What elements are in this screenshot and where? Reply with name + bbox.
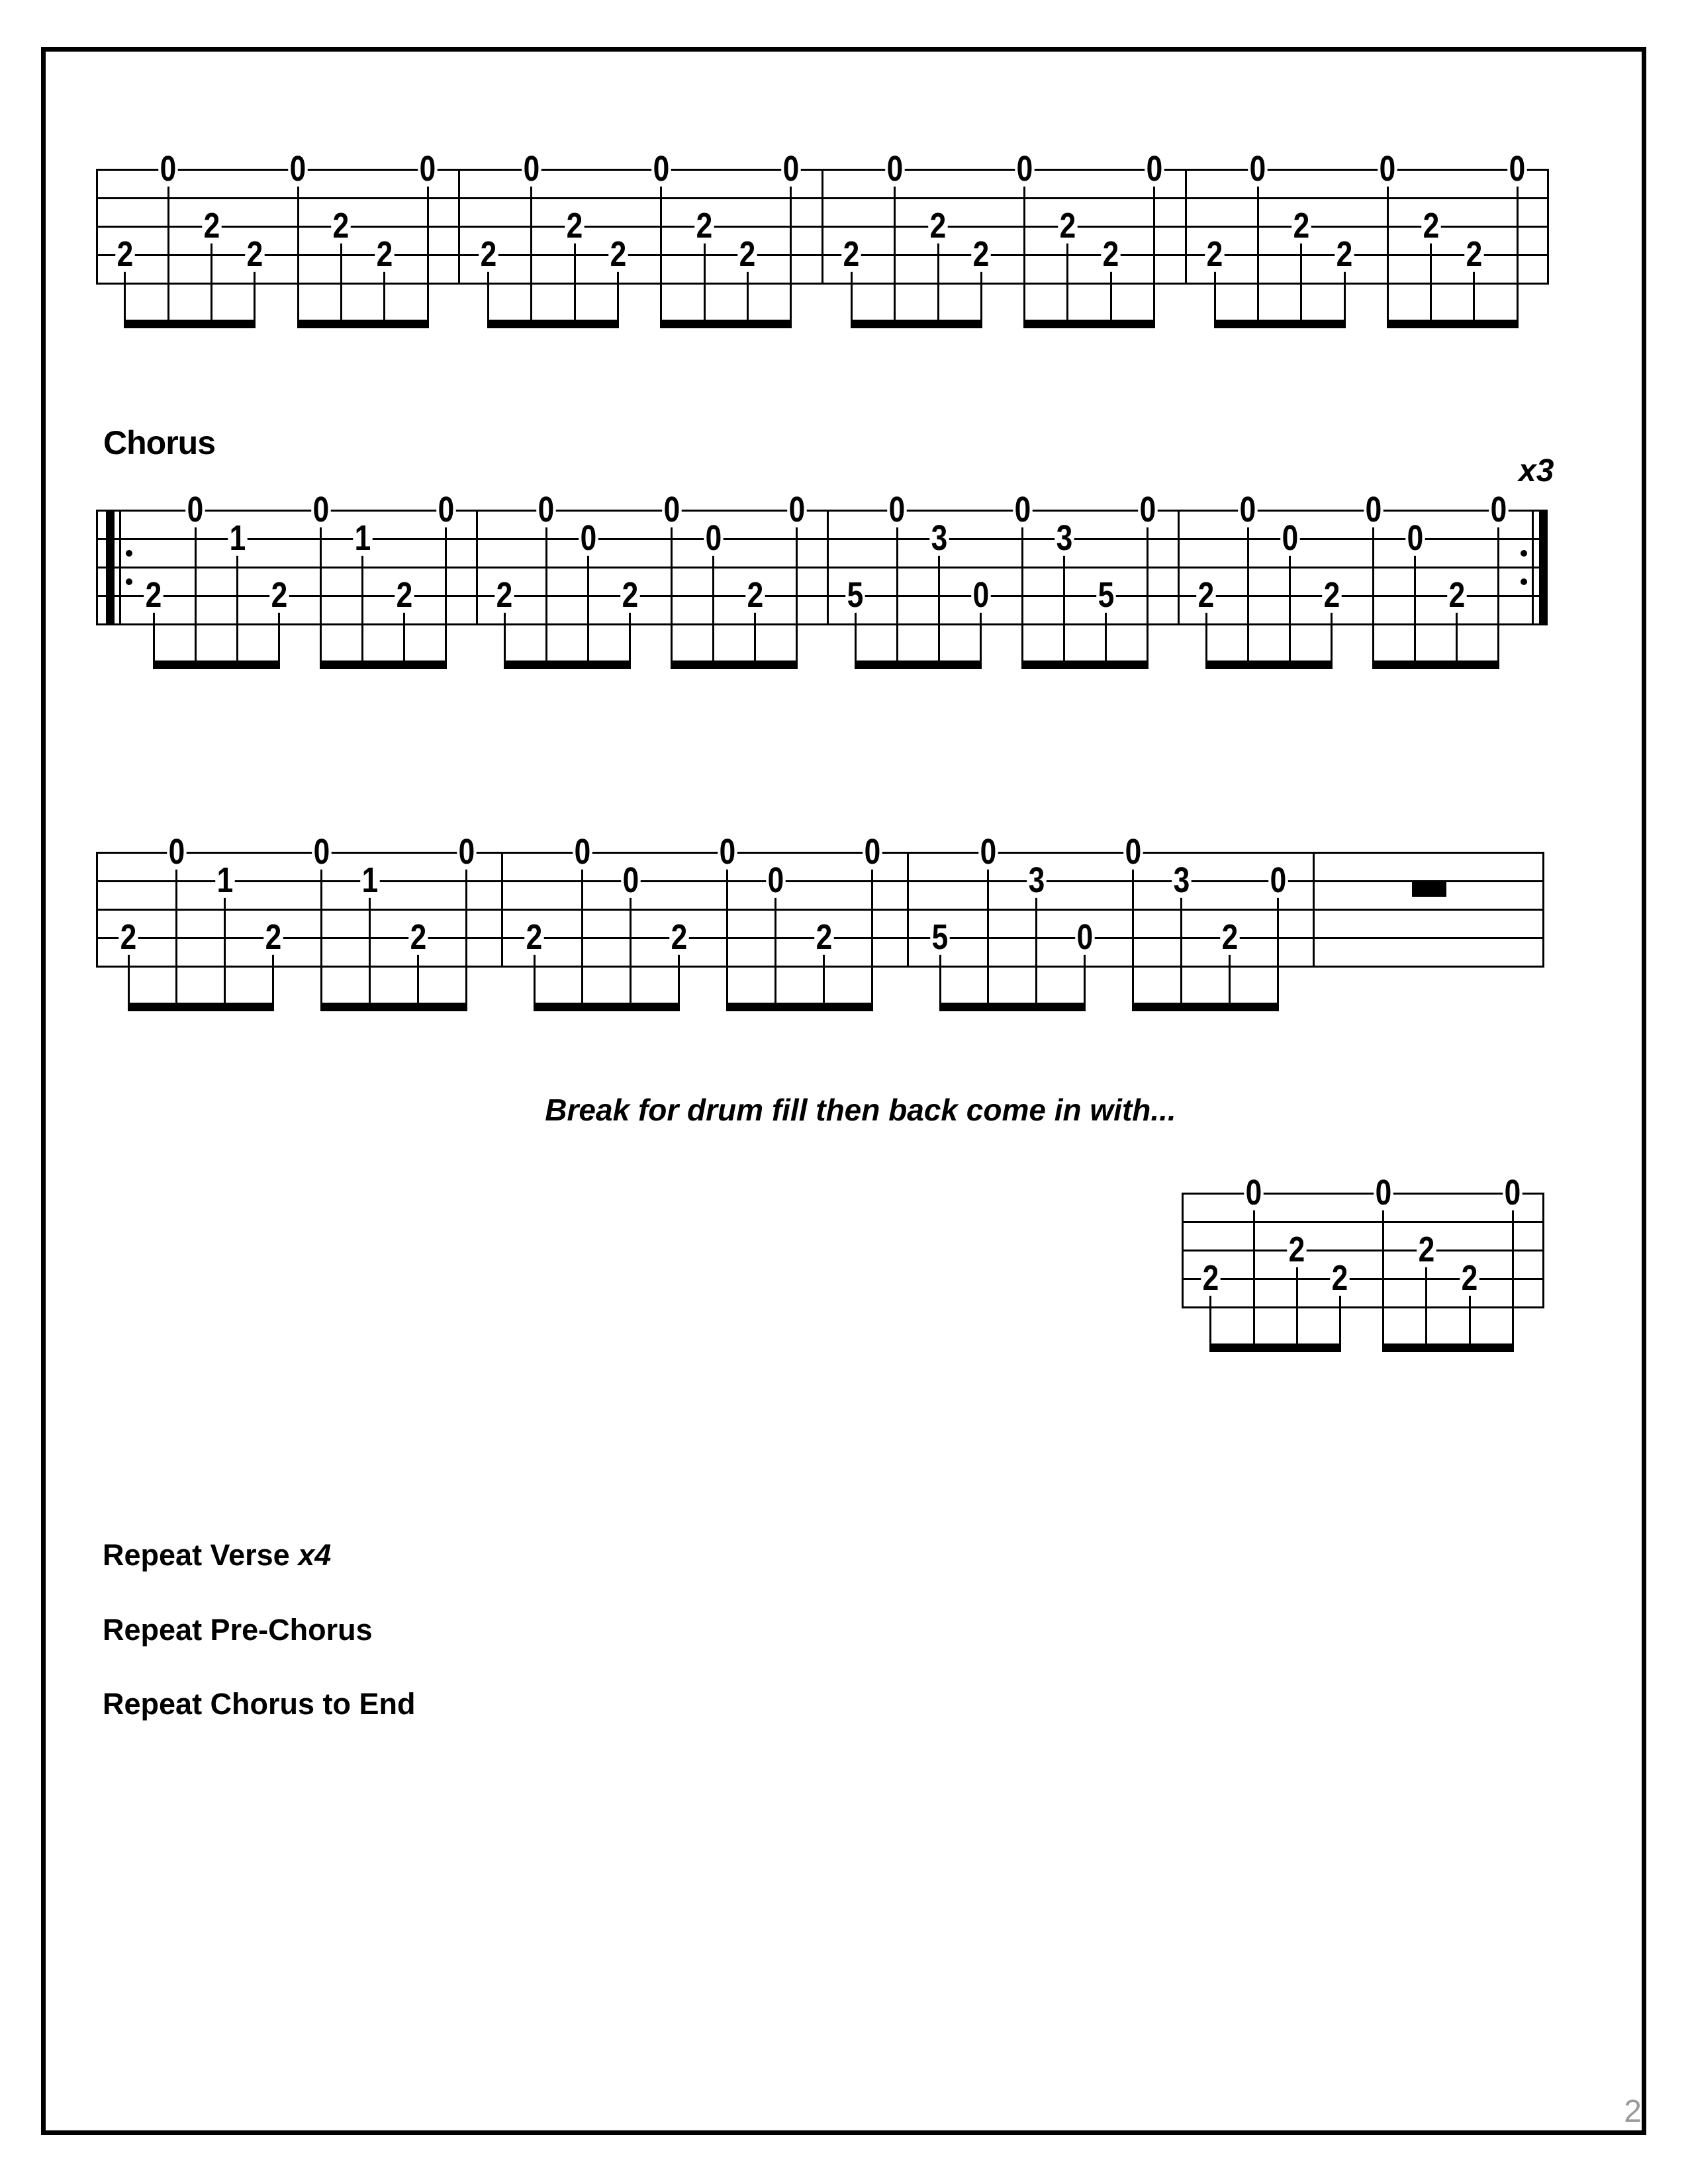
fret-number: 0 — [787, 491, 807, 527]
fret-number: 1 — [353, 520, 373, 555]
fret-number: 0 — [158, 150, 178, 186]
measure-barline — [907, 852, 909, 968]
fret-number: 0 — [312, 833, 332, 869]
fret-number: 0 — [436, 491, 456, 527]
note-stem — [320, 866, 322, 1012]
note-stem — [726, 866, 728, 1012]
fret-number: 0 — [1489, 491, 1509, 527]
page-border — [41, 47, 1646, 2135]
fret-number: 2 — [202, 207, 222, 243]
staff-line — [1182, 1250, 1544, 1251]
note-stem — [1035, 895, 1037, 1012]
break-instruction: Break for drum fill then back come in with... — [545, 1093, 1176, 1127]
fret-number: 2 — [1201, 1259, 1221, 1295]
measure-barline — [501, 852, 503, 968]
fret-number: 0 — [781, 150, 801, 186]
note-stem — [530, 183, 532, 329]
beam — [1214, 320, 1346, 328]
beam — [855, 660, 982, 669]
fret-number: 5 — [930, 919, 950, 954]
fret-number: 2 — [842, 236, 862, 271]
fret-number: 1 — [360, 862, 380, 897]
barline-start — [96, 169, 98, 285]
note-stem — [1497, 524, 1499, 670]
beam — [128, 1003, 275, 1011]
measure-barline — [1313, 852, 1315, 968]
staff-line — [1182, 1306, 1544, 1308]
staff-line — [96, 880, 1544, 882]
note-stem — [1023, 183, 1025, 329]
note-stem — [1414, 553, 1416, 670]
fret-number: 2 — [620, 576, 640, 612]
beam — [1023, 320, 1155, 328]
barline-start — [96, 852, 98, 968]
barline-end — [1542, 1193, 1544, 1308]
fret-number: 0 — [1364, 491, 1383, 527]
note-stem — [320, 524, 322, 670]
fret-number: 0 — [718, 833, 737, 869]
note-stem — [712, 553, 714, 670]
staff-line — [96, 966, 1544, 968]
fret-number: 2 — [118, 919, 138, 954]
note-stem — [1512, 1207, 1514, 1353]
fret-number: 0 — [885, 150, 905, 186]
staff-line — [96, 909, 1544, 911]
note-stem — [896, 524, 898, 670]
note-stem — [1021, 524, 1023, 670]
fret-number: 2 — [669, 919, 689, 954]
staff-line — [1182, 1278, 1544, 1280]
note-stem — [1063, 553, 1065, 670]
staff-line — [96, 567, 1548, 569]
beam — [153, 660, 280, 669]
note-stem — [1387, 183, 1389, 329]
fret-number: 0 — [1280, 520, 1300, 555]
note-stem — [574, 240, 576, 329]
fret-number: 2 — [1287, 1231, 1307, 1267]
beam — [1382, 1343, 1514, 1352]
beam — [124, 320, 256, 328]
note-stem — [1300, 240, 1302, 329]
note-stem — [1289, 553, 1291, 670]
fret-number: 0 — [662, 491, 682, 527]
note-stem — [1517, 183, 1519, 329]
note-stem — [774, 895, 776, 1012]
fret-number: 0 — [1145, 150, 1164, 186]
fret-number: 0 — [1248, 150, 1268, 186]
fret-number: 0 — [186, 491, 206, 527]
note-stem — [871, 866, 873, 1012]
fret-number: 2 — [1197, 576, 1217, 612]
fret-number: 0 — [537, 491, 557, 527]
note-stem — [427, 183, 429, 329]
beam — [660, 320, 792, 328]
fret-number: 2 — [928, 207, 948, 243]
fret-number: 0 — [651, 150, 671, 186]
fret-number: 0 — [457, 833, 477, 869]
beam — [671, 660, 798, 669]
fret-number: 2 — [375, 236, 395, 271]
note-stem — [1382, 1207, 1384, 1353]
note-stem — [987, 866, 989, 1012]
note-stem — [445, 524, 447, 670]
fret-number: 3 — [1055, 520, 1074, 555]
note-stem — [224, 895, 226, 1012]
staff-line — [1182, 1221, 1544, 1223]
repeat-start-dot — [126, 550, 132, 557]
fret-number: 0 — [704, 520, 724, 555]
beam — [297, 320, 429, 328]
fret-number: 0 — [311, 491, 331, 527]
fret-number: 0 — [1268, 862, 1288, 897]
fret-number: 2 — [408, 919, 428, 954]
beam — [320, 660, 447, 669]
note-stem — [671, 524, 673, 670]
fret-number: 0 — [1507, 150, 1527, 186]
note-stem — [894, 183, 896, 329]
note-stem — [660, 183, 662, 329]
fret-number: 2 — [1322, 576, 1342, 612]
beam — [939, 1003, 1086, 1011]
note-stem — [704, 240, 706, 329]
note-stem — [587, 553, 589, 670]
fret-number: 2 — [1335, 236, 1354, 271]
repeat-end-dot — [1521, 578, 1527, 585]
note-stem — [1066, 240, 1068, 329]
note-stem — [361, 553, 363, 670]
beam — [1132, 1003, 1279, 1011]
fret-number: 2 — [745, 576, 765, 612]
note-stem — [297, 183, 299, 329]
whole-rest — [1412, 882, 1446, 897]
fret-number: 0 — [888, 491, 908, 527]
note-stem — [1430, 240, 1432, 329]
fret-number: 2 — [524, 919, 544, 954]
repeat-verse-text: Repeat Verse — [103, 1538, 299, 1572]
measure-barline — [1185, 169, 1187, 285]
repeat-times-label: x3 — [1519, 453, 1554, 488]
beam — [1209, 1343, 1341, 1352]
fret-number: 3 — [1172, 862, 1192, 897]
fret-number: 2 — [245, 236, 265, 271]
barline-end — [1547, 169, 1549, 285]
beam — [851, 320, 982, 328]
fret-number: 5 — [846, 576, 866, 612]
beam — [1372, 660, 1499, 669]
fret-number: 3 — [1027, 862, 1047, 897]
note-stem — [1277, 895, 1279, 1012]
fret-number: 0 — [1503, 1174, 1523, 1210]
note-stem — [1425, 1264, 1427, 1353]
note-stem — [1180, 895, 1182, 1012]
note-stem — [938, 553, 940, 670]
fret-number: 0 — [1378, 150, 1398, 186]
repeat-prechorus-instruction: Repeat Pre-Chorus — [103, 1613, 373, 1647]
fret-number: 2 — [1417, 1231, 1436, 1267]
measure-barline — [821, 169, 823, 285]
fret-number: 0 — [863, 833, 882, 869]
fret-number: 2 — [1460, 1259, 1479, 1295]
note-stem — [1247, 524, 1249, 670]
fret-number: 3 — [929, 520, 949, 555]
fret-number: 0 — [978, 833, 998, 869]
repeat-end-bar — [1539, 510, 1548, 625]
note-stem — [790, 183, 792, 329]
barline-start — [1182, 1193, 1184, 1308]
fret-number: 2 — [1220, 919, 1240, 954]
fret-number: 0 — [1123, 833, 1143, 869]
fret-number: 2 — [263, 919, 283, 954]
fret-number: 0 — [579, 520, 598, 555]
fret-number: 0 — [1015, 150, 1035, 186]
fret-number: 2 — [1101, 236, 1121, 271]
note-stem — [1296, 1264, 1298, 1353]
staff-line — [1182, 1193, 1544, 1195]
fret-number: 2 — [332, 207, 352, 243]
repeat-start-bar — [106, 510, 115, 625]
note-stem — [465, 866, 467, 1012]
note-stem — [211, 240, 212, 329]
fret-number: 2 — [1291, 207, 1311, 243]
page-number: 2 — [1624, 2094, 1642, 2129]
fret-number: 0 — [573, 833, 592, 869]
note-stem — [1257, 183, 1259, 329]
note-stem — [545, 524, 547, 670]
fret-number: 0 — [1013, 491, 1033, 527]
beam — [726, 1003, 873, 1011]
fret-number: 2 — [1421, 207, 1441, 243]
staff-line — [96, 538, 1548, 540]
beam — [320, 1003, 467, 1011]
fret-number: 0 — [1374, 1174, 1393, 1210]
fret-number: 5 — [1096, 576, 1116, 612]
fret-number: 0 — [167, 833, 187, 869]
repeat-verse-instruction — [103, 1538, 331, 1572]
barline-end — [1542, 852, 1544, 968]
fret-number: 0 — [621, 862, 641, 897]
measure-barline — [827, 510, 829, 625]
fret-number: 2 — [1205, 236, 1225, 271]
fret-number: 0 — [1239, 491, 1258, 527]
fret-number: 2 — [972, 236, 992, 271]
repeat-start-dot — [126, 578, 132, 585]
measure-barline — [1178, 510, 1180, 625]
fret-number: 0 — [1405, 520, 1425, 555]
fret-number: 2 — [395, 576, 414, 612]
fret-number: 2 — [738, 236, 758, 271]
note-stem — [369, 895, 371, 1012]
fret-number: 2 — [495, 576, 515, 612]
note-stem — [340, 240, 342, 329]
note-stem — [1372, 524, 1374, 670]
note-stem — [167, 183, 169, 329]
fret-number: 2 — [608, 236, 628, 271]
fret-number: 2 — [479, 236, 498, 271]
repeat-verse-times: x4 — [298, 1538, 332, 1572]
measure-barline — [458, 169, 460, 285]
fret-number: 2 — [1058, 207, 1078, 243]
measure-barline — [476, 510, 478, 625]
repeat-end-dot — [1521, 550, 1527, 557]
note-stem — [1132, 866, 1134, 1012]
repeat-end-line — [1532, 510, 1534, 625]
fret-number: 2 — [115, 236, 135, 271]
fret-number: 0 — [288, 150, 308, 186]
note-stem — [195, 524, 197, 670]
fret-number: 2 — [1447, 576, 1467, 612]
fret-number: 2 — [565, 207, 585, 243]
beam — [1387, 320, 1519, 328]
note-stem — [796, 524, 798, 670]
section-label-chorus: Chorus — [103, 424, 215, 461]
fret-number: 0 — [418, 150, 438, 186]
fret-number: 1 — [215, 862, 235, 897]
beam — [1021, 660, 1149, 669]
note-stem — [1153, 183, 1155, 329]
fret-number: 1 — [228, 520, 248, 555]
fret-number: 0 — [522, 150, 541, 186]
beam — [487, 320, 619, 328]
beam — [1205, 660, 1333, 669]
fret-number: 2 — [814, 919, 834, 954]
fret-number: 2 — [694, 207, 714, 243]
fret-number: 2 — [144, 576, 164, 612]
note-stem — [175, 866, 177, 1012]
fret-number: 0 — [1075, 919, 1095, 954]
fret-number: 2 — [1331, 1259, 1350, 1295]
note-stem — [1147, 524, 1149, 670]
fret-number: 0 — [766, 862, 786, 897]
beam — [534, 1003, 680, 1011]
note-stem — [630, 895, 632, 1012]
staff-line — [96, 623, 1548, 625]
note-stem — [581, 866, 583, 1012]
note-stem — [1253, 1207, 1255, 1353]
fret-number: 0 — [971, 576, 991, 612]
fret-number: 0 — [1138, 491, 1158, 527]
fret-number: 0 — [1244, 1174, 1264, 1210]
fret-number: 2 — [1464, 236, 1484, 271]
barline-start — [96, 510, 98, 625]
repeat-chorus-end-instruction: Repeat Chorus to End — [103, 1687, 416, 1721]
repeat-start-line — [119, 510, 121, 625]
fret-number: 2 — [269, 576, 289, 612]
beam — [504, 660, 631, 669]
note-stem — [236, 553, 238, 670]
note-stem — [937, 240, 939, 329]
